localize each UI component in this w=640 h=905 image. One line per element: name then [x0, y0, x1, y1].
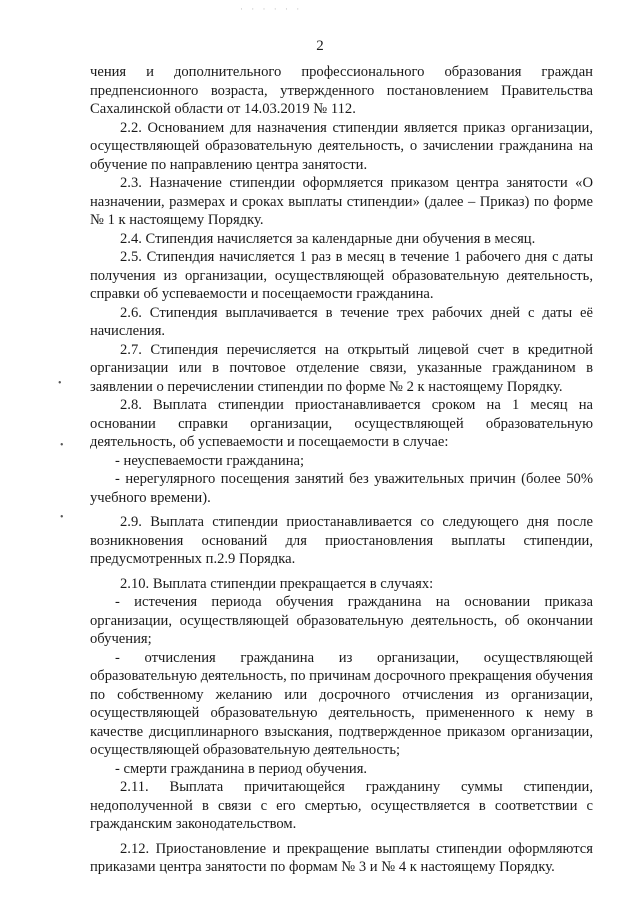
- paragraph: 2.6. Стипендия выплачивается в течение трех рабочих дней с даты её начисления.: [90, 304, 593, 339]
- paragraph: 2.12. Приостановление и прекращение выплаты стипендии оформляются приказами центра занятости по формам № 3 и № 4 к настоящему Порядку.: [90, 840, 593, 875]
- list-item: - нерегулярного посещения занятий без уважительных причин (более 50% учебного времени).: [90, 471, 593, 506]
- margin-mark: •: [58, 378, 62, 389]
- paragraph: 2.7. Стипендия перечисляется на открытый лицевой счет в кредитной организации или в почтовое отделение связи, указанные гражданином в заявлении о перечислении стипендии по форме № 2 к настоящему Порядку.: [90, 341, 593, 395]
- paragraph: 2.9. Выплата стипендии приостанавливается со следующего дня после возникновения оснований для приостановления выплаты стипендии, предусмотренных п.2.9 Порядка.: [90, 514, 593, 567]
- margin-mark: •: [60, 440, 64, 451]
- paragraph: 2.5. Стипендия начисляется 1 раз в месяц в течение 1 рабочего дня с даты получения из организации, осуществляющей образовательную деятельность, справки об успеваемости и посещаемости гражданина.: [90, 249, 593, 302]
- paragraph: 2.2. Основанием для назначения стипендии является приказ организации, осуществляющей образовательную деятельность, о зачислении гражданина на обучение по направлению центра занятости.: [90, 119, 593, 173]
- list-item: - истечения периода обучения гражданина на основании приказа организации, осуществляющей образовательную деятельность, об окончании обучения;: [90, 594, 593, 647]
- list-item: - смерти гражданина в период обучения.: [115, 760, 368, 777]
- paragraph: 2.10. Выплата стипендии прекращается в случаях:: [120, 575, 434, 592]
- paragraph: 2.3. Назначение стипендии оформляется приказом центра занятости «О назначении, размерах и сроках выплаты стипендии» (далее – Приказ) по форме № 1 к настоящему Порядку.: [90, 175, 593, 228]
- scan-artifact: · · · · · ·: [240, 4, 303, 14]
- paragraph: 2.4. Стипендия начисляется за календарные дни обучения в месяц.: [120, 230, 536, 247]
- paragraph: чения и дополнительного профессионального образования граждан предпенсионного возраста, утвержденного постановлением Правительства Сахалинской области от 14.03.2019 № 112.: [90, 64, 593, 117]
- document-body: [90, 63, 593, 877]
- margin-mark: •: [60, 512, 64, 523]
- list-item: - неуспеваемости гражданина;: [115, 452, 305, 469]
- list-item: - отчисления гражданина из организации, осуществляющей образовательную деятельность, по причинам досрочного прекращения обучения по собственному желанию или досрочного отчисления из организации, осуществляющей образовательную деятельность, примененного к нему в качестве дисциплинарного взыскания, подтвержденное приказом организации, осуществляющей образовательную деятельность;: [90, 649, 593, 758]
- paragraph: 2.11. Выплата причитающейся гражданину суммы стипендии, недополученной в связи с его смертью, осуществляется в соответствии с гражданским законодательством.: [90, 779, 593, 832]
- page-number: 2: [316, 38, 324, 54]
- paragraph: 2.8. Выплата стипендии приостанавливается сроком на 1 месяц на основании справки организации, осуществляющей образовательную деятельность, об успеваемости и посещаемости в случае:: [90, 397, 593, 450]
